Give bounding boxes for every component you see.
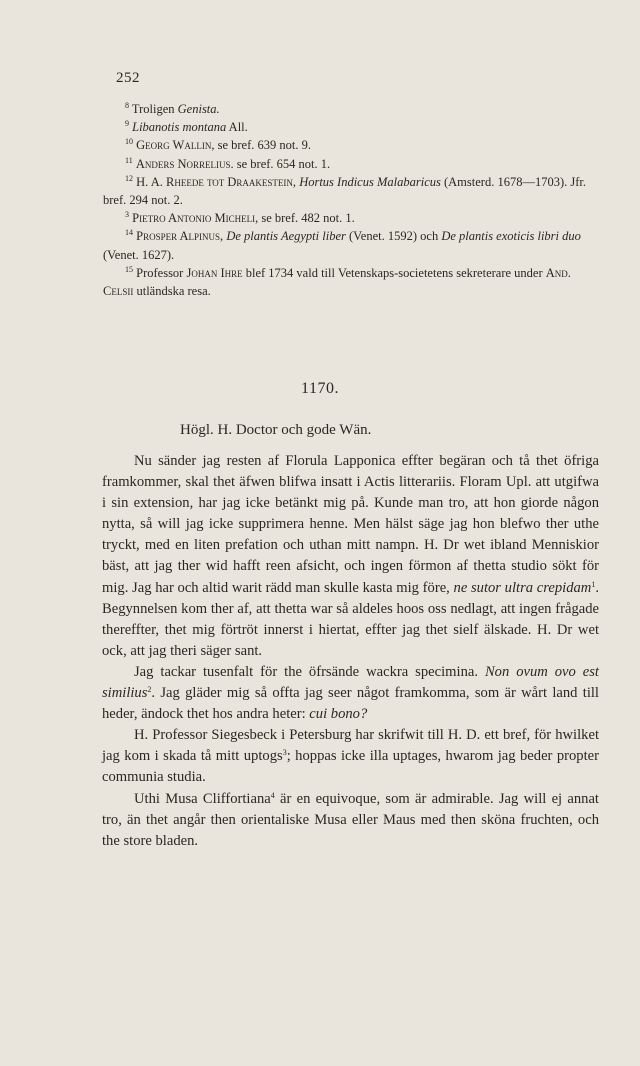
footnote-12: $^{12}$ H. A. Rheede tot Draakestein, Hortus Indicus Malabaricus (Amsterd. 1678—1703). Jfr. bref. 294 not. 2. — [103, 173, 586, 208]
footnote-3: $^3$ Pietro Antonio Micheli, se bref. 482 not. 1. — [125, 210, 355, 226]
letter-number: 1170. — [301, 380, 339, 397]
footnote-14: $^{14}$ Prosper Alpinus, De plantis Aegypti liber (Venet. 1592) och De plantis exoticis libri duo (Venet. 1627). — [103, 228, 581, 262]
footnote-8: $^8$ Troligen Genista. — [125, 101, 220, 116]
paragraph-1: Nu sänder jag resten af Florula Lapponica effter begäran och tå thet öfriga framkommer, skal thet äfwen blifwa insatt i Actis litterariis. Floram Upl. att utgifwa i sin extension, har jag icke betänkt mig på. Kunde man tro, att hon giorde någon nytta, så will jag icke supprimera henne. Men hälst säge jag hon blefwo ther uthe tryckt, med en liten prefation och uthan mitt nampn. H. Dr wet ibland Menniskior bäst, att jag ther wid hafft reen afsicht, och ingen förmon af thetta studio sökt för mig. Jag har och altid warit rädd man skulle kasta mig före, ne sutor ultra crepidam$^1$. Begynnelsen kom ther af, att thetta war så aldeles hoos oss nedlagt, att ingen frågade thereffter, thet mig förtröt innerst i hiertat, effter jag thet sielf älskade. H. Dr wet ock, att jag theri säger sant. — [102, 453, 599, 659]
paragraph-4: Uthi Musa Cliffortiana$^4$ är en equivoque, som är admirable. Jag will ej annat tro, än thet angår then orientaliske Musa eller Maus med then sköna fruchten, och the store bladen. — [102, 790, 599, 849]
paragraph-3: H. Professor Siegesbeck i Petersburg har skrifwit till H. D. ett bref, för hwilket jag kom i skada tå mitt uptogs$^3$; hoppas icke illa uptages, hwarom jag beder propter communia studia. — [102, 727, 599, 786]
footnote-11: $^{11}$ Anders Norrelius. se bref. 654 not. 1. — [125, 155, 331, 171]
footnotes — [103, 100, 598, 300]
footnote-10: $^{10}$ Georg Wallin, se bref. 639 not. 9. — [125, 137, 311, 153]
footnote-9: $^9$ Libanotis montana All. — [125, 119, 248, 135]
footnote-15: $^{15}$ Professor Johan Ihre blef 1734 vald till Vetenskaps-societetens sekreterare under And. Celsii utländska resa. — [103, 264, 571, 299]
paragraph-2: Jag tackar tusenfalt för the öfrsände wackra specimina. Non ovum ovo est similius$^2$. Jag gläder mig så offta jag seer något framkomma, som är wårt land till heder, ändock thet hos andra heter: cui bono? — [102, 663, 599, 723]
page-number: 252 — [116, 70, 140, 86]
letter-salutation: Högl. H. Doctor och gode Wän. — [180, 422, 372, 438]
letter-body — [102, 451, 599, 852]
